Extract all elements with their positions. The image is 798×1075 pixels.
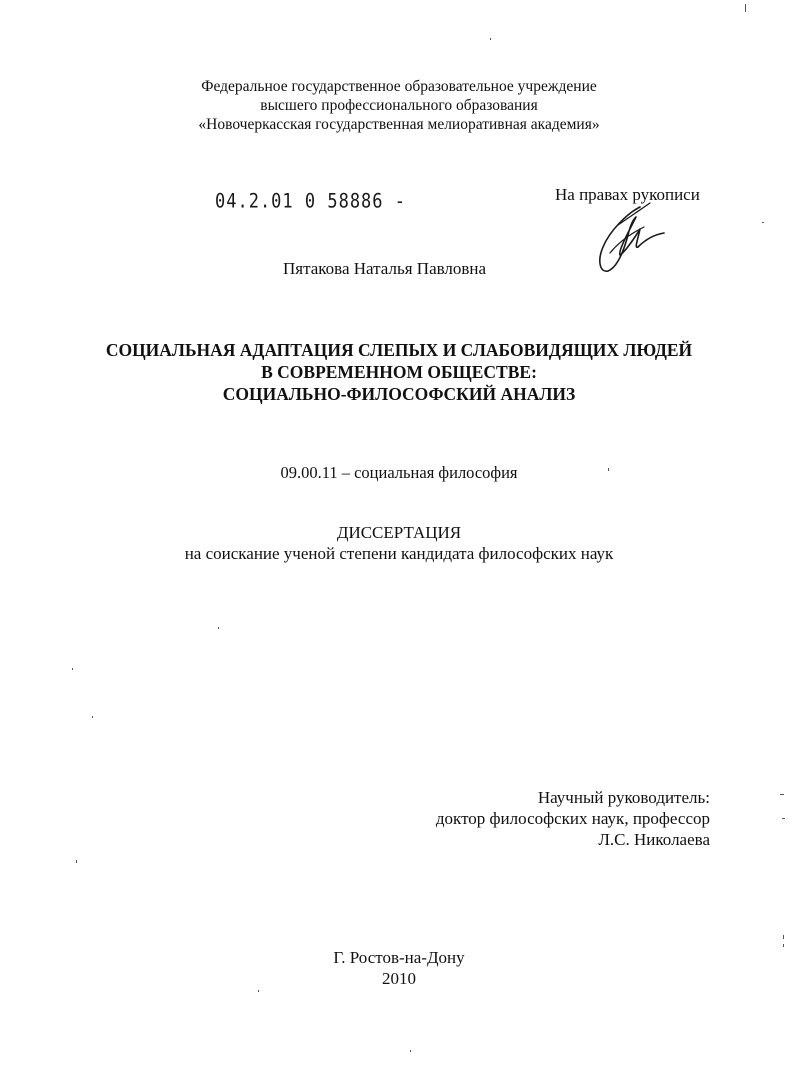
scan-speck [218, 627, 219, 629]
year: 2010 [382, 969, 416, 988]
supervisor-degree: доктор философских наук, профессор [435, 809, 710, 828]
scan-speck [745, 4, 746, 12]
title-line-1: СОЦИАЛЬНАЯ АДАПТАЦИЯ СЛЕПЫХ И СЛАБОВИДЯЩИХ ЛЮДЕЙ [105, 340, 693, 360]
document-type-purpose: на соискание ученой степени кандидата философских наук [184, 544, 614, 563]
place: Г. Ростов-на-Дону [333, 948, 465, 967]
scan-speck [72, 668, 73, 670]
scan-speck [780, 794, 784, 795]
scan-speck [490, 38, 491, 40]
scan-speck [608, 468, 609, 471]
registration-number: 04.2.01 0 58886 - [215, 190, 406, 213]
scan-speck [762, 222, 764, 223]
scan-speck [782, 818, 785, 819]
institution-header [0, 77, 798, 134]
manuscript-note: На правах рукописи [555, 185, 700, 204]
signature-icon [588, 195, 668, 280]
supervisor-label: Научный руководитель: [537, 788, 710, 807]
document-type-name: ДИССЕРТАЦИЯ [336, 523, 462, 542]
title-line-2: В СОВРЕМЕННОМ ОБЩЕСТВЕ: [261, 362, 537, 382]
supervisor-name: Л.С. Николаева [598, 830, 710, 849]
scan-speck [783, 935, 784, 939]
institution-line-3: «Новочеркасская государственная мелиоративная академия» [198, 116, 600, 133]
scientific-supervisor [436, 787, 710, 850]
institution-line-2: высшего профессионального образования [260, 97, 538, 114]
scan-speck [92, 716, 93, 718]
scan-speck [410, 1050, 411, 1052]
scan-speck [258, 990, 259, 992]
place-and-year [0, 947, 798, 989]
scan-speck [783, 944, 784, 947]
specialty-code: 09.00.11 – социальная философия [280, 463, 518, 482]
document-type [0, 522, 798, 564]
scan-speck [76, 860, 77, 863]
title-line-3: СОЦИАЛЬНО-ФИЛОСОФСКИЙ АНАЛИЗ [222, 384, 576, 404]
dissertation-title [0, 339, 798, 405]
author-name: Пятакова Наталья Павловна [283, 259, 487, 278]
institution-line-1: Федеральное государственное образовательное учреждение [201, 78, 597, 95]
